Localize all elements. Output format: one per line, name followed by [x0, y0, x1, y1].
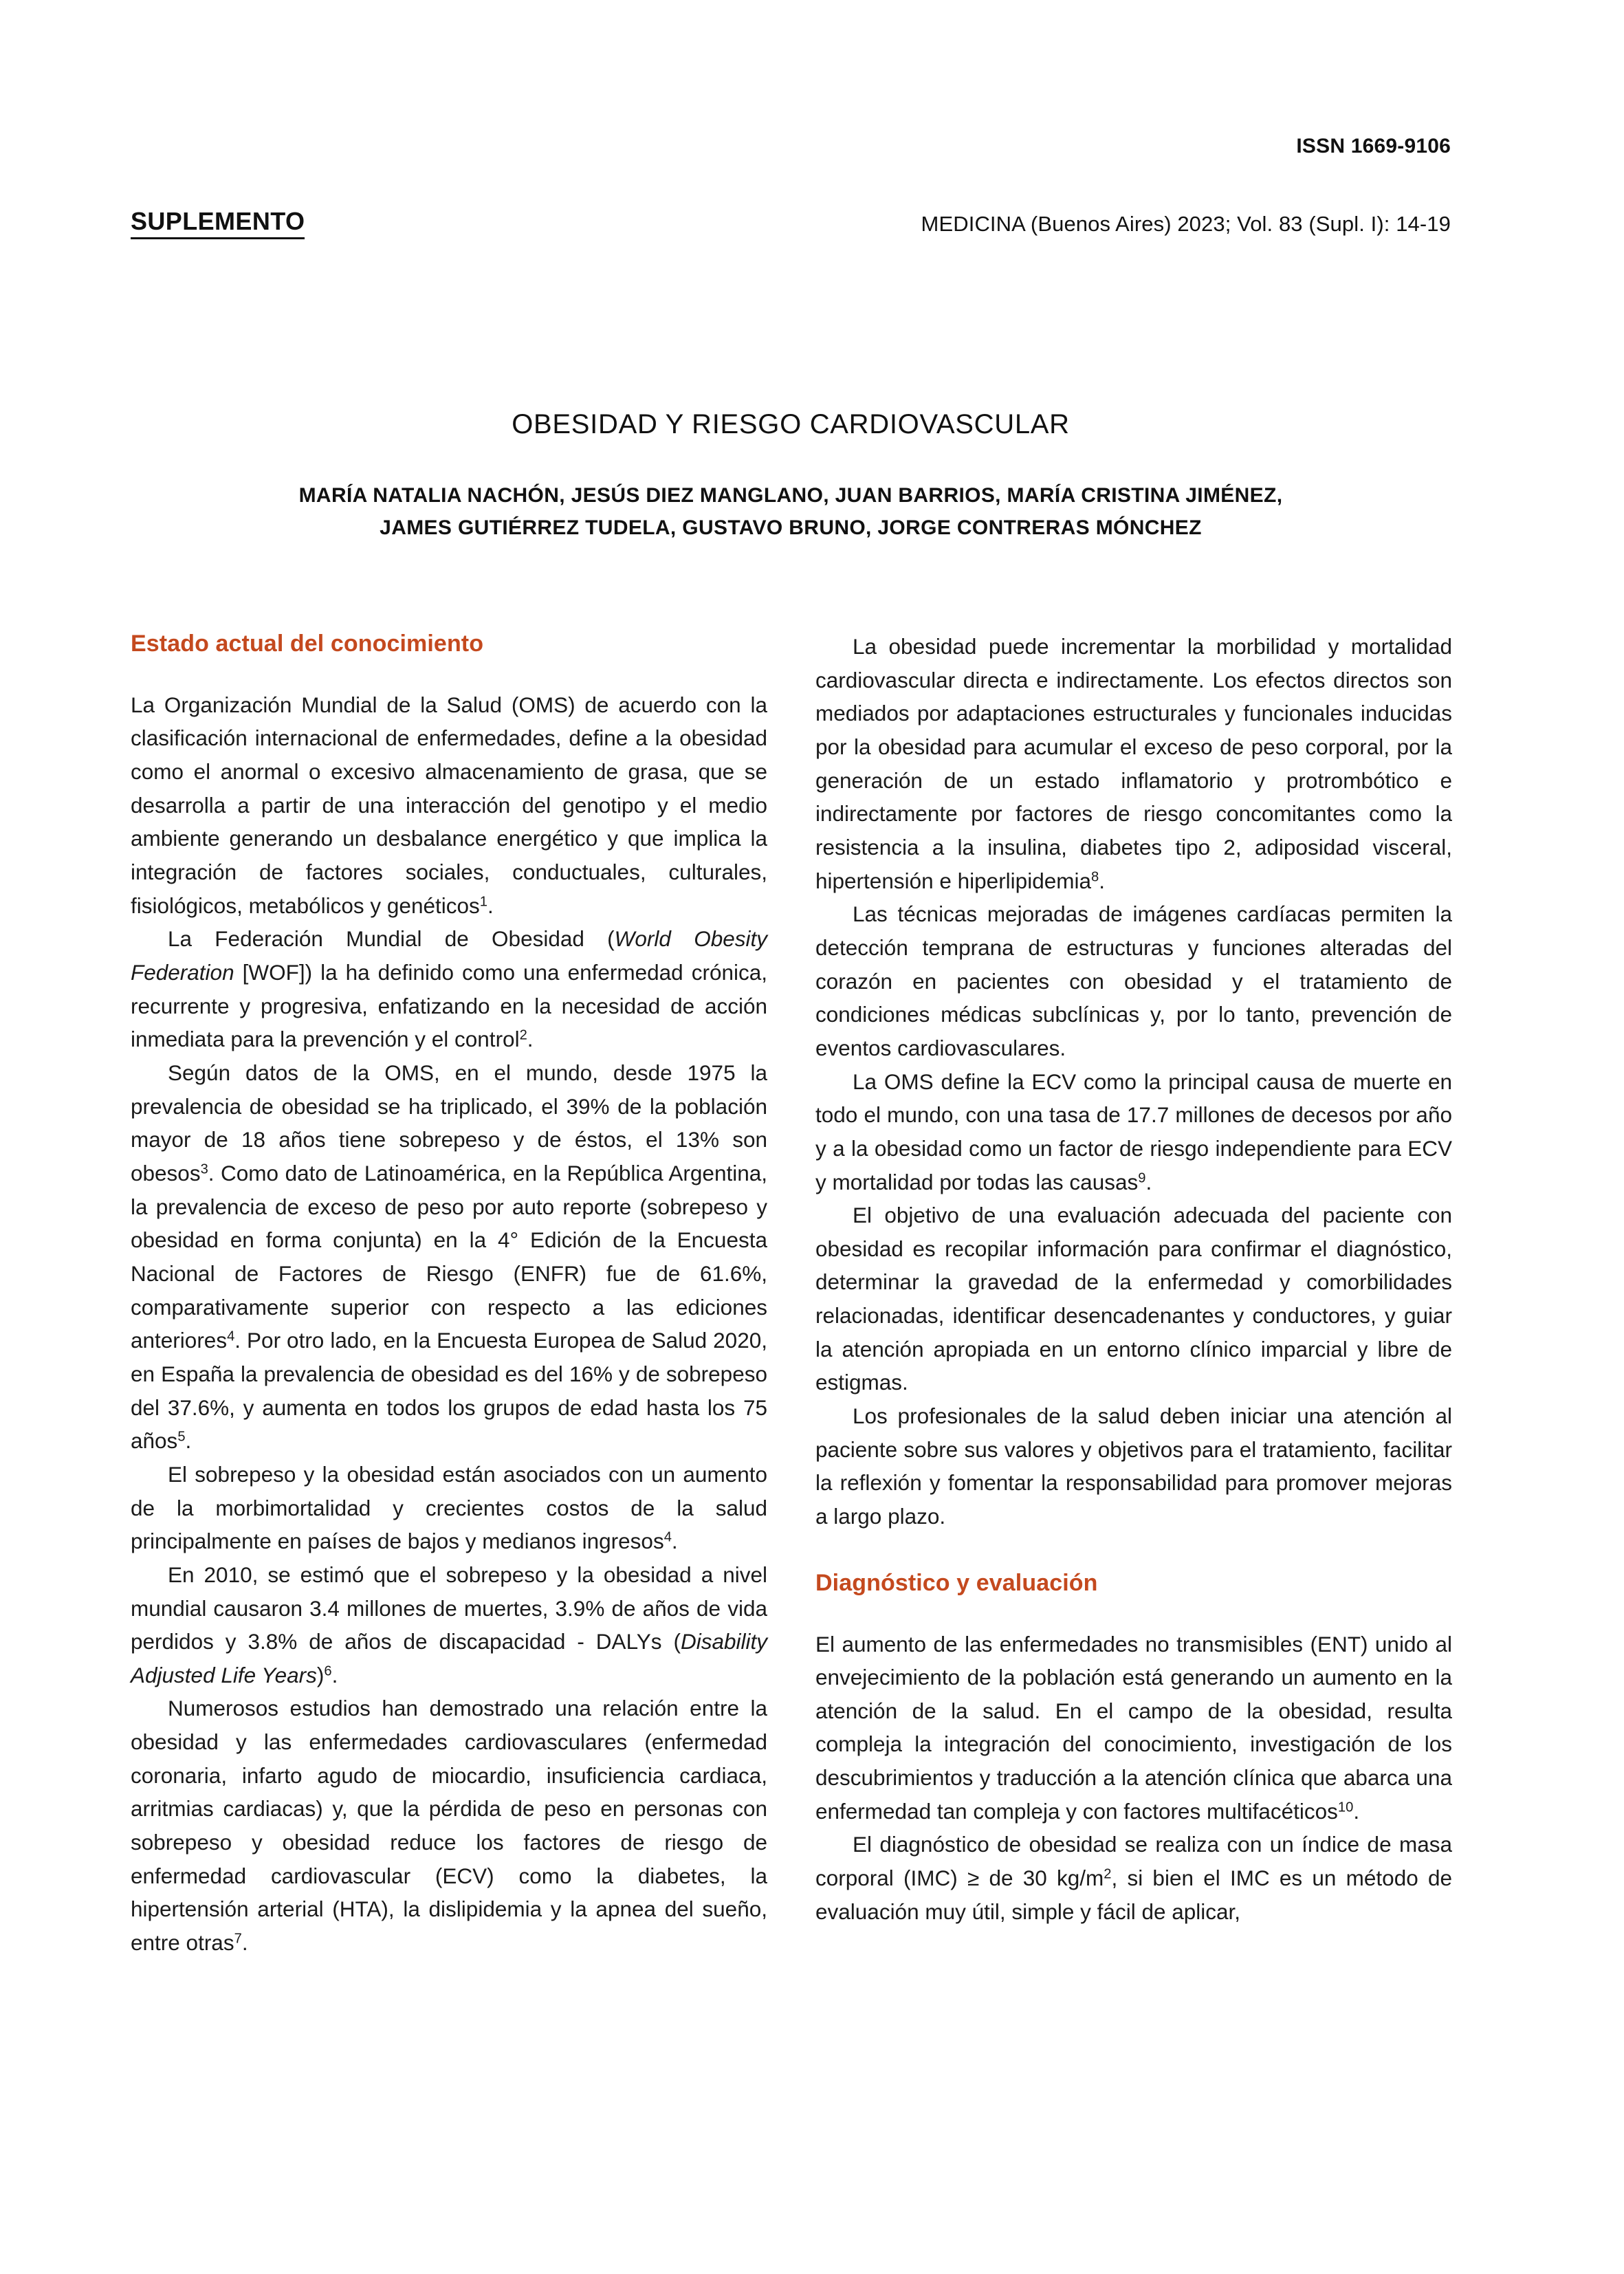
reference-marker: 6	[324, 1663, 332, 1679]
author-line-1: MARÍA NATALIA NACHÓN, JESÚS DIEZ MANGLANO, JUAN BARRIOS, MARÍA CRISTINA JIMÉNEZ,	[298, 484, 1283, 507]
page-title: OBESIDAD Y RIESGO CARDIOVASCULAR	[512, 409, 1070, 439]
paragraph: Las técnicas mejoradas de imágenes cardíacas permiten la detección temprana de estructuras y funciones alteradas del corazón en pacientes con obesidad y el tratamiento de condiciones médicas subclínicas y, por lo tanto, prevención de eventos cardiovasculares.	[815, 901, 1452, 1060]
author-line-2: JAMES GUTIÉRREZ TUDELA, GUSTAVO BRUNO, JORGE CONTRERAS MÓNCHEZ	[380, 516, 1202, 539]
journal-citation: MEDICINA (Buenos Aires) 2023; Vol. 83 (Supl. I): 14-19	[921, 212, 1451, 236]
paragraph: El sobrepeso y la obesidad están asociados con un aumento de la morbimortalidad y crecientes costos de la salud principalmente en países de bajos y medianos ingresos$^4$.	[131, 1461, 767, 1554]
issn-number: ISSN 1669-9106	[1296, 135, 1451, 157]
italic-term: Disability Adjusted Life Years	[131, 1629, 767, 1687]
section-heading-estado-actual: Estado actual del conocimiento	[131, 631, 484, 657]
left-column	[131, 630, 767, 1960]
paragraph: El diagnóstico de obesidad se realiza con un índice de masa corporal (IMC) ≥ de 30 $kg/m^2$, si bien el IMC es un método de evaluación muy útil, simple y fácil de aplicar,	[815, 1832, 1452, 1924]
reference-marker: 8	[1091, 869, 1099, 885]
author-list	[131, 480, 1451, 544]
journal-info-row	[131, 209, 1451, 239]
paragraph: En 2010, se estimó que el sobrepeso y la obesidad a nivel mundial causaron 3.4 millones de muertes, 3.9% de años de vida perdidos y 3.8% de años de discapacidad - DALYs (Disability Adjusted Life Years)$^6$.	[131, 1562, 767, 1687]
section-heading-diagnostico: Diagnóstico y evaluación	[815, 1569, 1098, 1596]
reference-marker: 1	[479, 894, 487, 910]
article-header	[131, 407, 1451, 544]
paragraph: La OMS define la ECV como la principal causa de muerte en todo el mundo, con una tasa de 17.7 millones de decesos por año y a la obesidad como un factor de riesgo independiente para ECV y mortalidad por todas las causas$^9$.	[815, 1069, 1452, 1194]
paragraph: La Organización Mundial de la Salud (OMS) de acuerdo con la clasificación internacional de enfermedades, define a la obesidad como el anormal o excesivo almacenamiento de grasa, que se desarrolla a partir de una interacción del genotipo y el medio ambiente generando un desbalance energético y que implica la integración de factores sociales, conductuales, culturales, fisiológicos, metabólicos y genéticos$^1$.	[131, 692, 767, 918]
paragraph: La Federación Mundial de Obesidad (World Obesity Federation [WOF]) la ha definido como una enfermedad crónica, recurrente y progresiva, enfatizando en la necesidad de acción inmediata para la prevención y el control$^2$.	[131, 926, 767, 1052]
reference-marker: 3	[200, 1161, 208, 1177]
reference-marker: 4	[663, 1529, 672, 1545]
right-column	[815, 630, 1452, 1960]
paragraph: El aumento de las enfermedades no transmisibles (ENT) unido al envejecimiento de la población está generando un aumento en la atención de la salud. En el campo de la obesidad, resulta compleja la integración del conocimiento, investigación de los descubrimientos y traducción a la atención clínica que abarca una enfermedad tan compleja y con factores multifacéticos$^{10}$.	[815, 1631, 1452, 1824]
reference-marker: 10	[1337, 1800, 1354, 1815]
italic-term: World Obesity Federation	[131, 926, 767, 985]
reference-marker: 5	[177, 1429, 186, 1445]
reference-marker: 9	[1138, 1170, 1146, 1186]
superscript-unit: 2	[1104, 1866, 1112, 1882]
paragraph: El objetivo de una evaluación adecuada del paciente con obesidad es recopilar información para confirmar el diagnóstico, determinar la gravedad de la enfermedad y comorbilidades relacionadas, identificar desencadenantes y conductores, y guiar la atención apropiada en un entorno clínico imparcial y libre de estigmas.	[815, 1203, 1452, 1395]
reference-marker: 7	[234, 1931, 242, 1947]
article-body	[131, 630, 1452, 1960]
paragraph: Los profesionales de la salud deben iniciar una atención al paciente sobre sus valores y objetivos para el tratamiento, facilitar la reflexión y fomentar la responsabilidad para promover mejoras a largo plazo.	[815, 1403, 1452, 1529]
supplement-label: SUPLEMENTO	[131, 209, 305, 239]
reference-marker: 2	[519, 1027, 527, 1043]
paragraph: Numerosos estudios han demostrado una relación entre la obesidad y las enfermedades cardiovasculares (enfermedad coronaria, infarto agudo de miocardio, insuficiencia cardiaca, arritmias cardiacas) y, que la pérdida de peso en personas con sobrepeso y obesidad reduce los factores de riesgo de enfermedad cardiovascular (ECV) como la diabetes, la hipertensión arterial (HTA), la dislipidemia y la apnea del sueño, entre otras$^7$.	[131, 1696, 767, 1956]
reference-marker: 4	[227, 1329, 235, 1344]
paragraph: Según datos de la OMS, en el mundo, desde 1975 la prevalencia de obesidad se ha triplicado, el 39% de la población mayor de 18 años tiene sobrepeso y de éstos, el 13% son obesos$^3$. Como dato de Latinoamérica, en la República Argentina, la prevalencia de exceso de peso por auto reporte (sobrepeso y obesidad en forma conjunta) en la 4° Edición de la Encuesta Nacional de Factores de Riesgo (ENFR) fue de 61.6%, comparativamente superior con respecto a las ediciones anteriores$^4$. Por otro lado, en la Encuesta Europea de Salud 2020, en España la prevalencia de obesidad es del 16% y de sobrepeso del 37.6%, y aumenta en todos los grupos de edad hasta los 75 años$^5$.	[131, 1060, 767, 1454]
paragraph: La obesidad puede incrementar la morbilidad y mortalidad cardiovascular directa e indirectamente. Los efectos directos son mediados por adaptaciones estructurales y funcionales inducidas por la obesidad para acumular el exceso de peso corporal, por la generación de un estado inflamatorio y protrombótico e indirectamente por factores de riesgo concomitantes como la resistencia a la insulina, diabetes tipo 2, adiposidad visceral, hipertensión e hiperlipidemia$^8$.	[815, 634, 1452, 893]
masthead	[131, 135, 1451, 239]
